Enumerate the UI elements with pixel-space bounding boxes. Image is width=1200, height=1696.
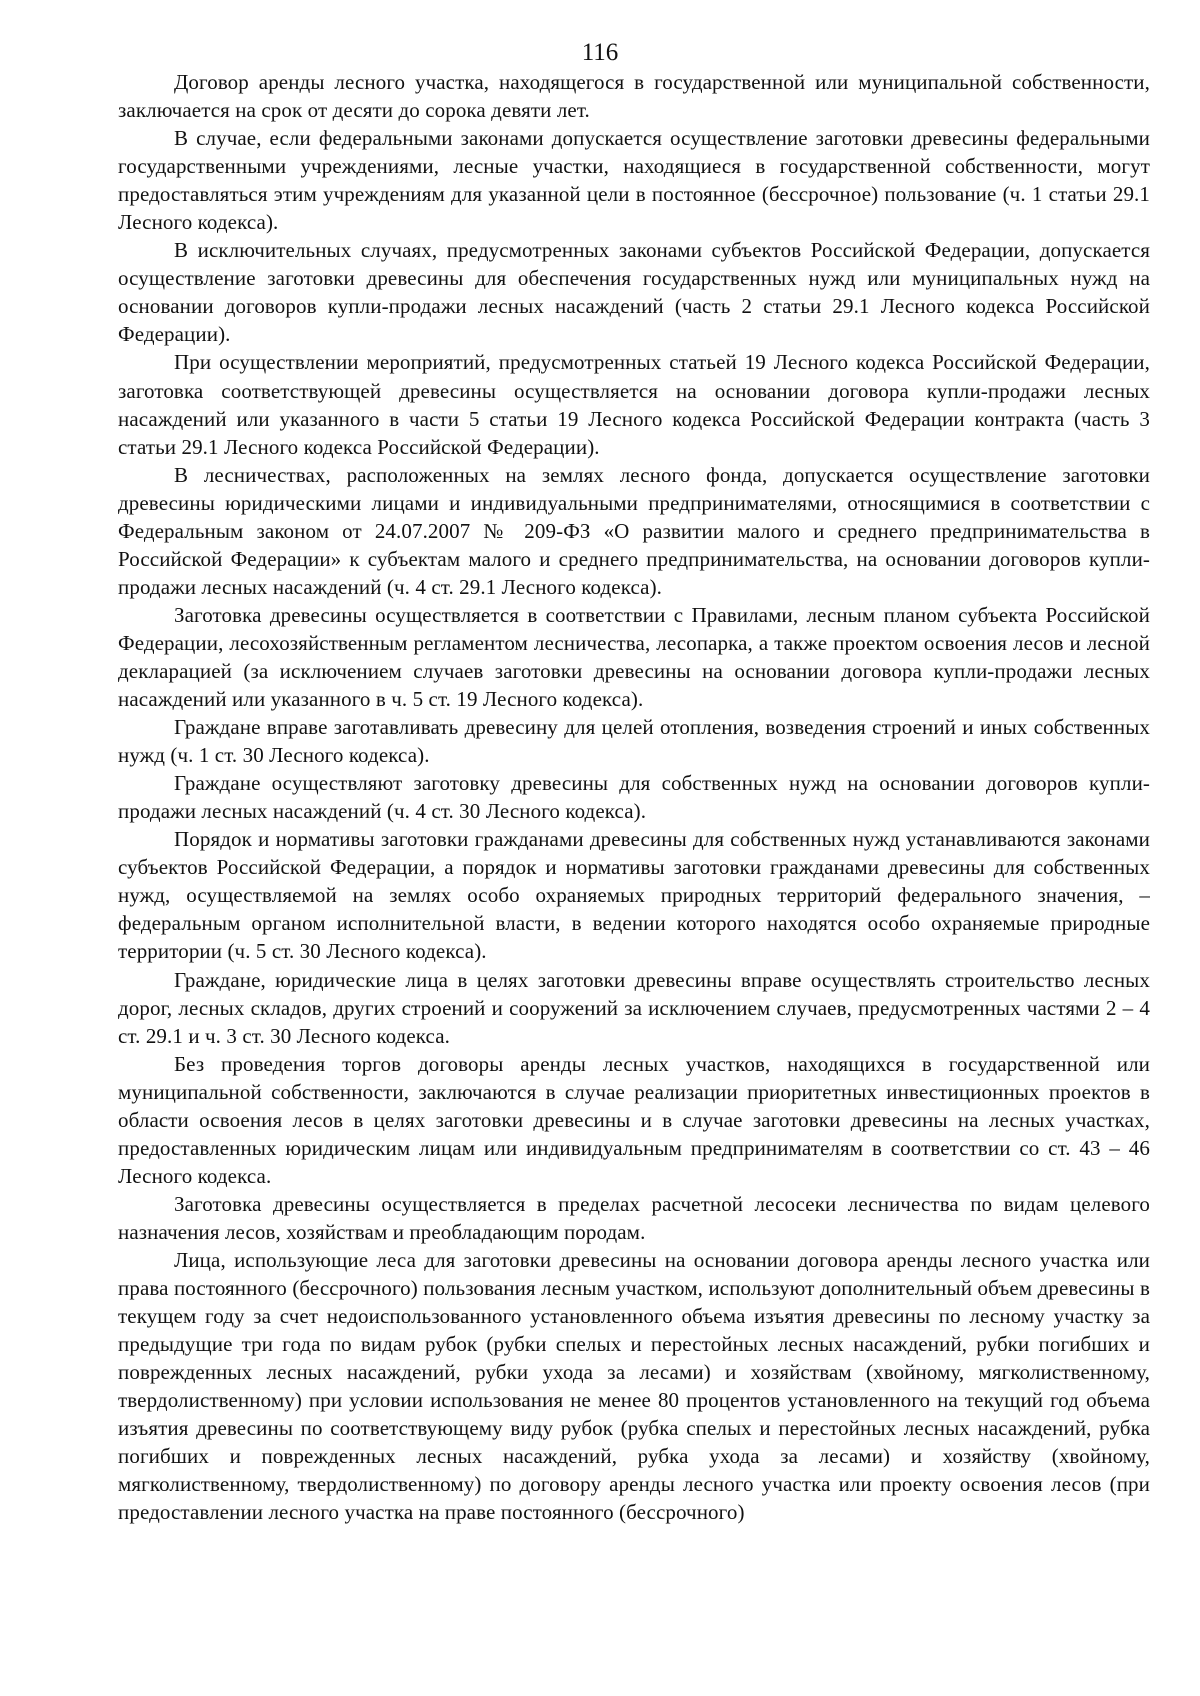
paragraph: В исключительных случаях, предусмотренных законами субъектов Российской Федерации, допускается осуществление заготовки древесины для обеспечения государственных нужд или муниципальных нужд на основании договоров купли-продажи лесных насаждений (часть 2 статьи 29.1 Лесного кодекса Российской Федерации). [118, 238, 1150, 347]
paragraph: Граждане, юридические лица в целях заготовки древесины вправе осуществлять строительство лесных дорог, лесных складов, других строений и сооружений за исключением случаев, предусмотренных частями 2 – 4 ст. 29.1 и ч. 3 ст. 30 Лесного кодекса. [118, 967, 1150, 1048]
paragraph: В случае, если федеральными законами допускается осуществление заготовки древесины федеральными государственными учреждениями, лесные участки, находящиеся в государственной собственности, могут предоставляться этим учреждениям для указанной цели в постоянное (бессрочное) пользование (ч. 1 статьи 29.1 Лесного кодекса). [118, 126, 1150, 235]
paragraph: Договор аренды лесного участка, находящегося в государственной или муниципальной собственности, заключается на срок от десяти до сорока девяти лет. [118, 70, 1150, 123]
paragraph: Граждане вправе заготавливать древесину для целей отопления, возведения строений и иных собственных нужд (ч. 1 ст. 30 Лесного кодекса). [118, 715, 1150, 768]
paragraph: Без проведения торгов договоры аренды лесных участков, находящихся в государственной или муниципальной собственности, заключаются в случае реализации приоритетных инвестиционных проектов в области освоения лесов в целях заготовки древесины и в случае заготовки древесины на лесных участках, предоставленных юридическим лицам или индивидуальным предпринимателям в соответствии со ст. 43 – 46 Лесного кодекса. [118, 1051, 1150, 1188]
body-text [118, 68, 1150, 1526]
paragraph: Лица, использующие леса для заготовки древесины на основании договора аренды лесного участка или права постоянного (бессрочного) пользования лесным участком, используют дополнительный объем древесины в текущем году за счет недоиспользованного установленного объема изъятия древесины по лесному участку за предыдущие три года по видам рубок (рубки спелых и перестойных лесных насаждений, рубки погибших и поврежденных лесных насаждений, рубки ухода за лесами) и хозяйствам (хвойному, мягколиственному, твердолиственному) при условии использования не менее 80 процентов установленного на текущий год объема изъятия древесины по соответствующему виду рубок (рубка спелых и перестойных лесных насаждений, рубка погибших и поврежденных лесных насаждений, рубка ухода за лесами) и хозяйству (хвойному, мягколиственному, твердолиственному) по договору аренды лесного участка или проекту освоения лесов (при предоставлении лесного участка на праве постоянного (бессрочного) [118, 1247, 1150, 1525]
page-number: 116 [581, 39, 619, 66]
paragraph: Заготовка древесины осуществляется в пределах расчетной лесосеки лесничества по видам целевого назначения лесов, хозяйствам и преобладающим породам. [118, 1191, 1150, 1244]
paragraph: В лесничествах, расположенных на землях лесного фонда, допускается осуществление заготовки древесины юридическими лицами и индивидуальными предпринимателями, относящимися в соответствии с Федеральным законом от 24.07.2007 № 209-ФЗ «О развитии малого и среднего предпринимательства в Российской Федерации» к субъектам малого и среднего предпринимательства, на основании договоров купли-продажи лесных насаждений (ч. 4 ст. 29.1 Лесного кодекса). [118, 462, 1150, 599]
paragraph: При осуществлении мероприятий, предусмотренных статьей 19 Лесного кодекса Российской Федерации, заготовка соответствующей древесины осуществляется на основании договора купли-продажи лесных насаждений или указанного в части 5 статьи 19 Лесного кодекса Российской Федерации контракта (часть 3 статьи 29.1 Лесного кодекса Российской Федерации). [118, 350, 1150, 459]
paragraph: Порядок и нормативы заготовки гражданами древесины для собственных нужд устанавливаются законами субъектов Российской Федерации, а порядок и нормативы заготовки гражданами древесины для собственных нужд, осуществляемой на землях особо охраняемых природных территорий федерального значения, – федеральным органом исполнительной власти, в ведении которого находятся особо охраняемые природные территории (ч. 5 ст. 30 Лесного кодекса). [118, 827, 1150, 964]
paragraph: Граждане осуществляют заготовку древесины для собственных нужд на основании договоров купли-продажи лесных насаждений (ч. 4 ст. 30 Лесного кодекса). [118, 771, 1150, 824]
paragraph: Заготовка древесины осуществляется в соответствии с Правилами, лесным планом субъекта Российской Федерации, лесохозяйственным регламентом лесничества, лесопарка, а также проектом освоения лесов и лесной декларацией (за исключением случаев заготовки древесины на основании договора купли-продажи лесных насаждений или указанного в ч. 5 ст. 19 Лесного кодекса). [118, 602, 1150, 712]
